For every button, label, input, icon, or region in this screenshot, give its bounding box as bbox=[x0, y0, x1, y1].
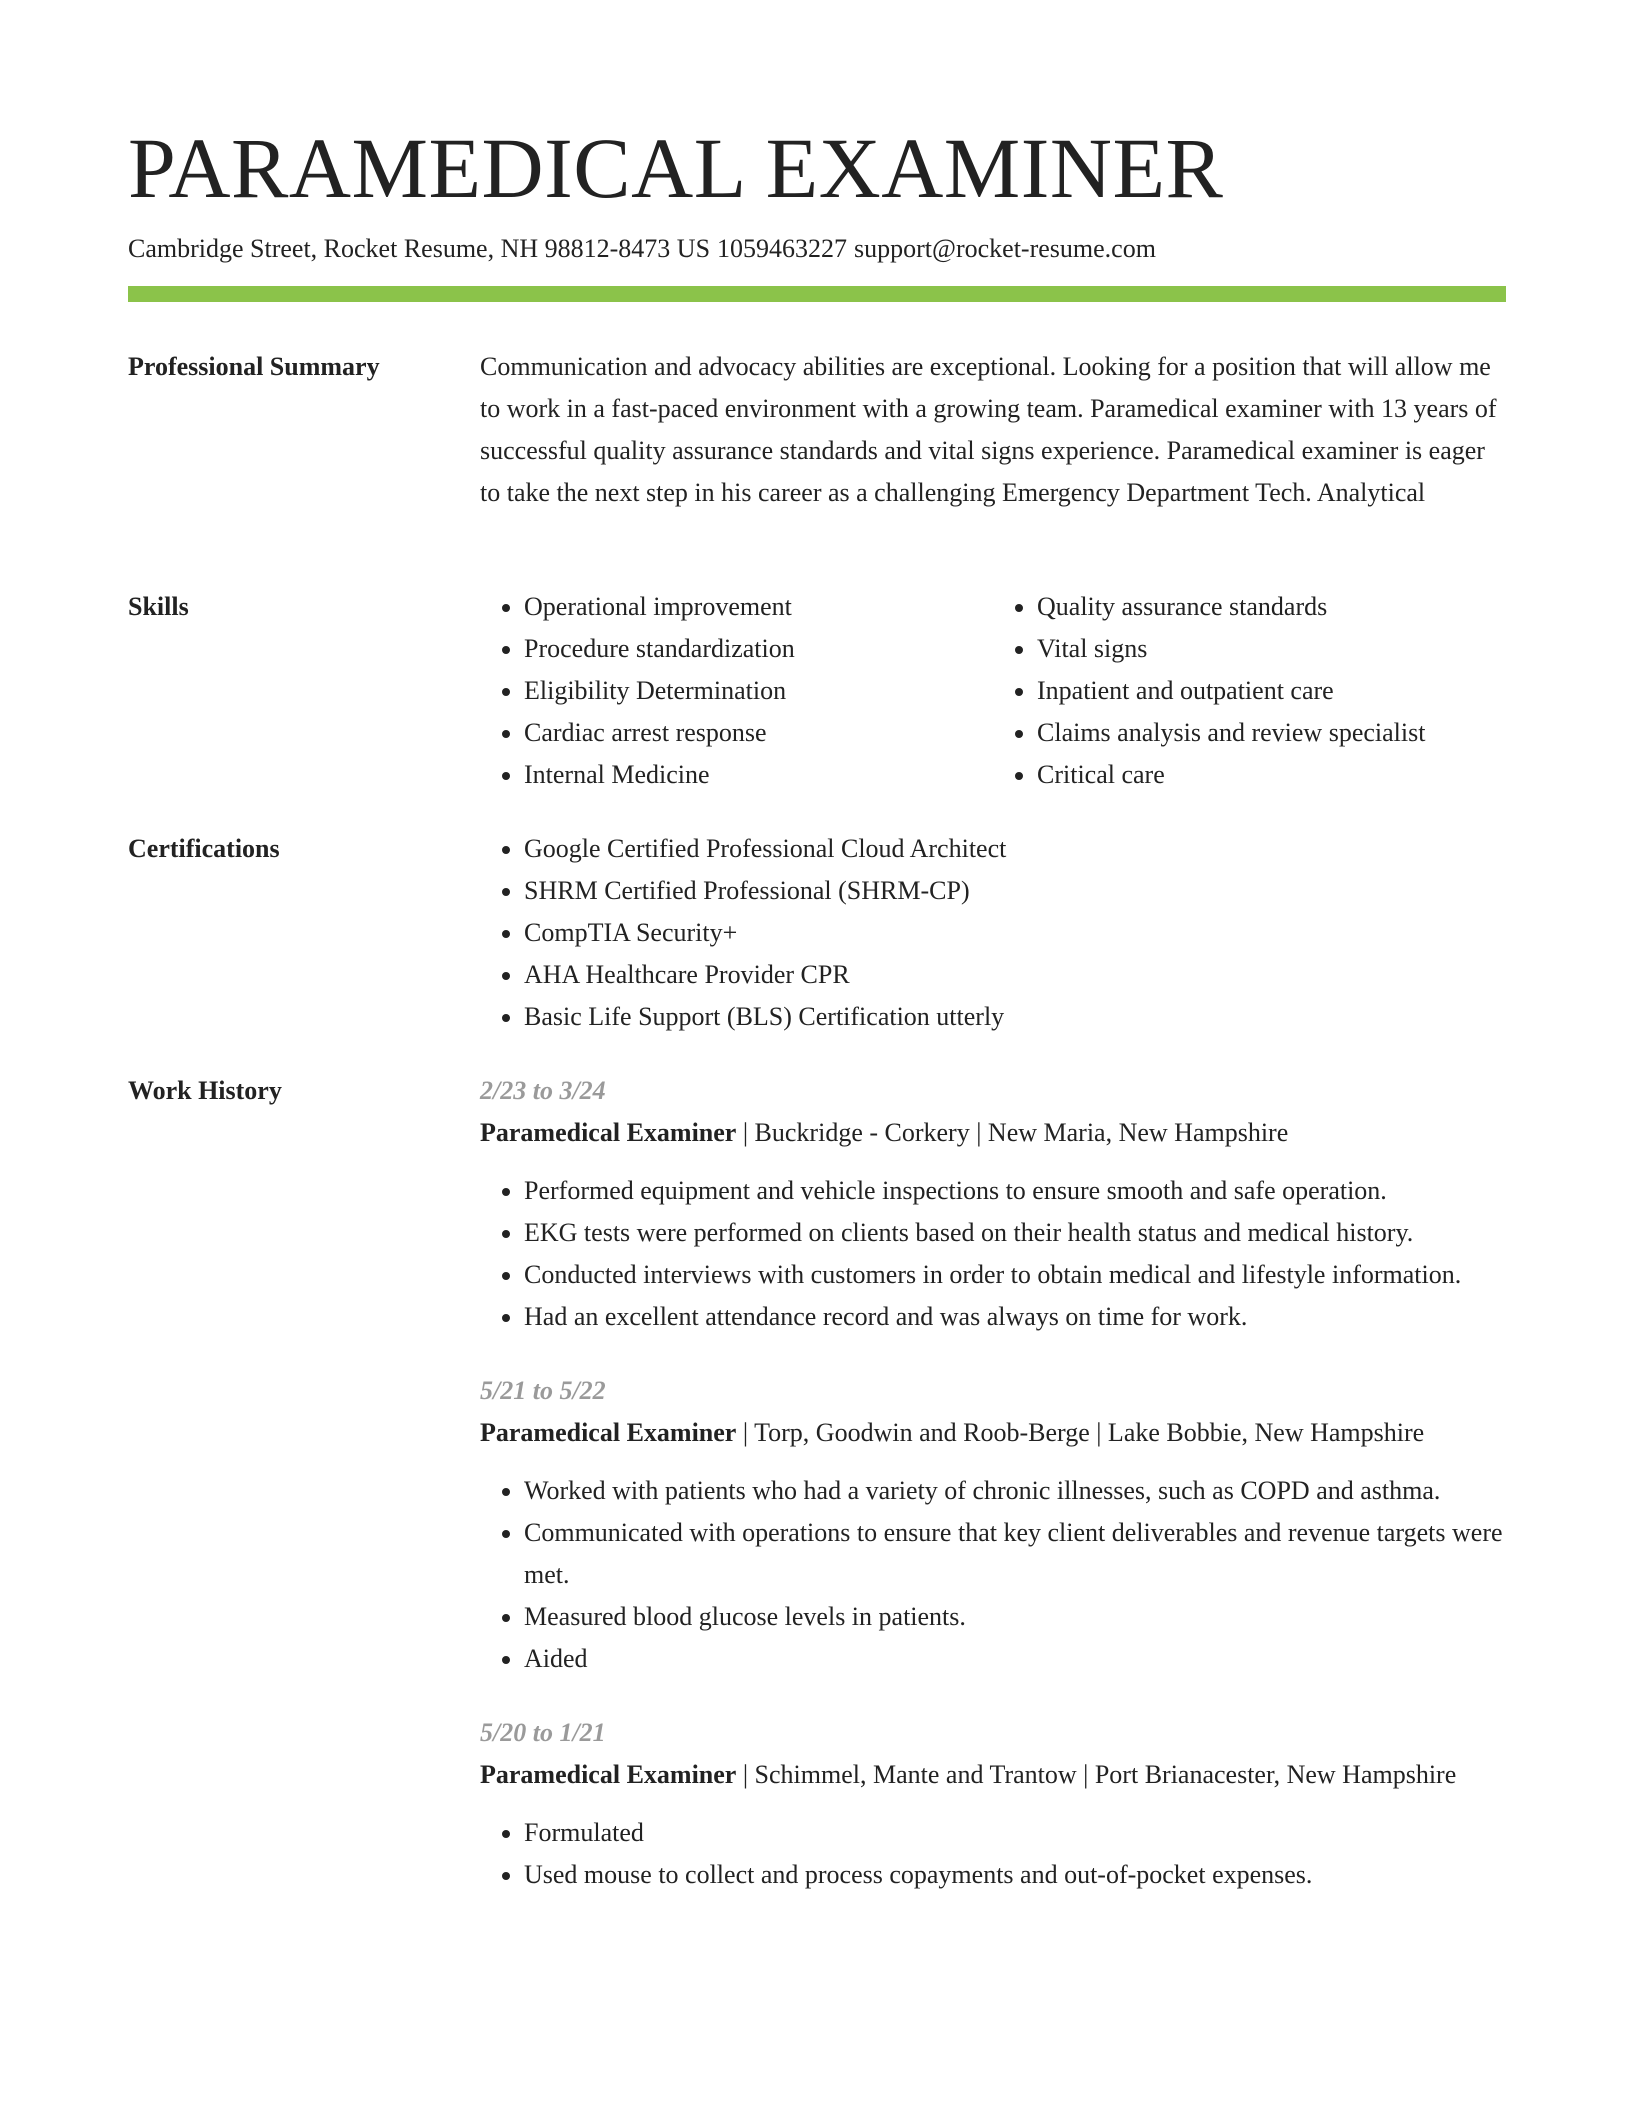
job-dates: 2/23 to 3/24 bbox=[480, 1076, 606, 1105]
job-bullet: • Measured blood glucose levels in patients. bbox=[524, 1596, 1506, 1638]
job-bullet: • Used mouse to collect and process copayments and out-of-pocket expenses. bbox=[524, 1854, 1506, 1896]
header-divider bbox=[128, 286, 1506, 302]
job-entry bbox=[480, 1370, 1506, 1680]
email: support@rocket-resume.com bbox=[854, 234, 1156, 263]
skills-heading: Skills bbox=[128, 592, 189, 621]
job-bullet: • Had an excellent attendance record and was always on time for work. bbox=[524, 1296, 1506, 1338]
certifications-list bbox=[480, 828, 1506, 1038]
job-bullets bbox=[480, 1170, 1506, 1338]
job-heading bbox=[480, 1412, 1506, 1454]
certification-item: • AHA Healthcare Provider CPR bbox=[524, 954, 1506, 996]
job-bullet: • Performed equipment and vehicle inspections to ensure smooth and safe operation. bbox=[524, 1170, 1506, 1212]
contact-line bbox=[128, 229, 1156, 269]
job-bullet: • Worked with patients who had a variety of chronic illnesses, such as COPD and asthma. bbox=[524, 1470, 1506, 1512]
summary-heading: Professional Summary bbox=[128, 352, 380, 381]
skill-item: • Internal Medicine bbox=[524, 754, 993, 796]
skill-item: • Operational improvement bbox=[524, 586, 993, 628]
job-heading bbox=[480, 1754, 1506, 1796]
job-title: Paramedical Examiner bbox=[480, 1760, 737, 1789]
skill-item: • Procedure standardization bbox=[524, 628, 993, 670]
job-bullet: • EKG tests were performed on clients based on their health status and medical history. bbox=[524, 1212, 1506, 1254]
work-history-heading: Work History bbox=[128, 1076, 282, 1105]
skill-item: • Quality assurance standards bbox=[1037, 586, 1506, 628]
job-bullets bbox=[480, 1470, 1506, 1680]
job-dates: 5/20 to 1/21 bbox=[480, 1718, 606, 1747]
summary-text: Communication and advocacy abilities are exceptional. Looking for a position that will allow me to work in a fast-paced environment with a growing team. Paramedical examiner with 13 years of successful quality assurance standards and vital signs experience. Paramedical examiner is eager to take the next step in his career as a challenging Emergency Department Tech. Analytical bbox=[480, 352, 1497, 507]
skill-item: • Inpatient and outpatient care bbox=[1037, 670, 1506, 712]
job-bullet: • Formulated bbox=[524, 1812, 1506, 1854]
job-entry bbox=[480, 1070, 1506, 1338]
job-details: | Schimmel, Mante and Trantow | Port Brianacester, New Hampshire bbox=[736, 1760, 1457, 1789]
address: Cambridge Street, Rocket Resume, NH 98812-8473 US bbox=[128, 234, 711, 263]
job-entry bbox=[480, 1712, 1506, 1896]
skill-item: • Eligibility Determination bbox=[524, 670, 993, 712]
phone: 1059463227 bbox=[717, 234, 848, 263]
job-dates: 5/21 to 5/22 bbox=[480, 1376, 606, 1405]
certification-item: • Google Certified Professional Cloud Architect bbox=[524, 828, 1506, 870]
skills-list-left bbox=[480, 586, 993, 796]
job-title: Paramedical Examiner bbox=[480, 1418, 737, 1447]
skill-item: • Critical care bbox=[1037, 754, 1506, 796]
job-bullet: • Aided bbox=[524, 1638, 1506, 1680]
skill-item: • Vital signs bbox=[1037, 628, 1506, 670]
job-details: | Buckridge - Corkery | New Maria, New Hampshire bbox=[736, 1118, 1289, 1147]
certification-item: • Basic Life Support (BLS) Certification utterly bbox=[524, 996, 1506, 1038]
job-details: | Torp, Goodwin and Roob-Berge | Lake Bobbie, New Hampshire bbox=[736, 1418, 1425, 1447]
skill-item: • Cardiac arrest response bbox=[524, 712, 993, 754]
job-bullet: • Communicated with operations to ensure that key client deliverables and revenue targets were met. bbox=[524, 1512, 1506, 1596]
certifications-heading: Certifications bbox=[128, 834, 280, 863]
job-bullets bbox=[480, 1812, 1506, 1896]
job-title: Paramedical Examiner bbox=[480, 1118, 737, 1147]
certification-item: • SHRM Certified Professional (SHRM-CP) bbox=[524, 870, 1506, 912]
candidate-name: PARAMEDICAL EXAMINER bbox=[128, 120, 1224, 216]
skills-list-right bbox=[993, 586, 1506, 796]
job-bullet: • Conducted interviews with customers in order to obtain medical and lifestyle information. bbox=[524, 1254, 1506, 1296]
job-heading bbox=[480, 1112, 1506, 1154]
skill-item: • Claims analysis and review specialist bbox=[1037, 712, 1506, 754]
certification-item: • CompTIA Security+ bbox=[524, 912, 1506, 954]
